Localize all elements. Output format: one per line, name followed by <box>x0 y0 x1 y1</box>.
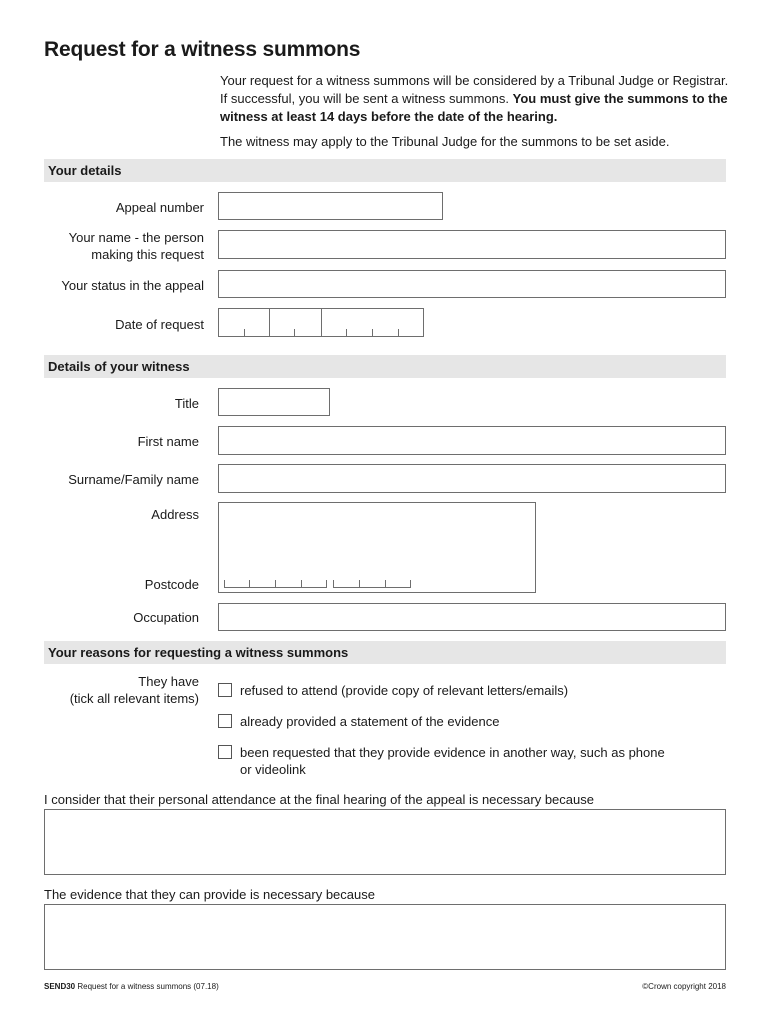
intro-paragraph-2: The witness may apply to the Tribunal Judge for the summons to be set aside. <box>220 134 670 149</box>
section-reasons: Your reasons for requesting a witness summons <box>44 641 726 664</box>
date-of-request-field[interactable] <box>218 308 424 337</box>
copyright: ©Crown copyright 2018 <box>642 982 726 991</box>
other-way-checkbox[interactable] <box>218 745 232 759</box>
occupation-field[interactable] <box>218 603 726 631</box>
status-field[interactable] <box>218 270 726 298</box>
section-witness-details: Details of your witness <box>44 355 726 378</box>
page-title: Request for a witness summons <box>44 38 361 61</box>
intro-paragraph-1 <box>220 72 732 126</box>
witness-title-label: Title <box>174 396 199 411</box>
surname-field[interactable] <box>218 464 726 493</box>
form-code: SEND30 <box>44 982 76 991</box>
refused-to-attend-checkbox[interactable] <box>218 683 232 697</box>
other-way-label <box>240 744 726 778</box>
your-name-label-line2: making this request <box>91 247 204 262</box>
they-have-label-line2: (tick all relevant items) <box>69 691 199 706</box>
first-name-label: First name <box>137 434 199 449</box>
date-label: Date of request <box>115 317 204 332</box>
attendance-question: I consider that their personal attendance at the final hearing of the appeal is necessary because <box>44 792 594 807</box>
appeal-number-label: Appeal number <box>115 200 204 215</box>
appeal-number-field[interactable] <box>218 192 443 220</box>
attendance-reason-field[interactable] <box>44 809 726 875</box>
intro-text-bold: You must give the summons to the witness at least 14 days before the date of the hearing. <box>220 91 728 124</box>
they-have-label-line1: They have <box>138 674 199 689</box>
statement-provided-checkbox[interactable] <box>218 714 232 728</box>
witness-title-field[interactable] <box>218 388 330 416</box>
evidence-question: The evidence that they can provide is necessary because <box>44 887 375 902</box>
address-label: Address <box>151 507 199 522</box>
form-reference <box>44 982 219 991</box>
they-have-label <box>30 673 199 707</box>
postcode-comb-inward[interactable] <box>333 580 411 588</box>
statement-provided-label: already provided a statement of the evidence <box>240 714 500 729</box>
first-name-field[interactable] <box>218 426 726 455</box>
your-name-label-line1: Your name - the person <box>68 230 204 245</box>
form-name: Request for a witness summons (07.18) <box>75 982 219 991</box>
your-name-field[interactable] <box>218 230 726 259</box>
other-way-label-line2: or videolink <box>240 762 306 777</box>
postcode-label: Postcode <box>144 577 199 592</box>
occupation-label: Occupation <box>133 610 199 625</box>
status-label: Your status in the appeal <box>61 278 204 293</box>
your-name-label <box>30 229 204 263</box>
intro-text-regular: Your request for a witness summons will be considered by a Tribunal Judge or Registrar. If successful, you will be sent a witness summons. <box>220 73 729 106</box>
intro-text <box>220 72 732 158</box>
refused-to-attend-label: refused to attend (provide copy of relevant letters/emails) <box>240 683 569 698</box>
evidence-reason-field[interactable] <box>44 904 726 970</box>
surname-label: Surname/Family name <box>68 472 199 487</box>
other-way-label-line1: been requested that they provide evidence in another way, such as phone <box>240 745 665 760</box>
postcode-comb-outward[interactable] <box>224 580 327 588</box>
address-field[interactable] <box>218 502 536 593</box>
section-your-details: Your details <box>44 159 726 182</box>
